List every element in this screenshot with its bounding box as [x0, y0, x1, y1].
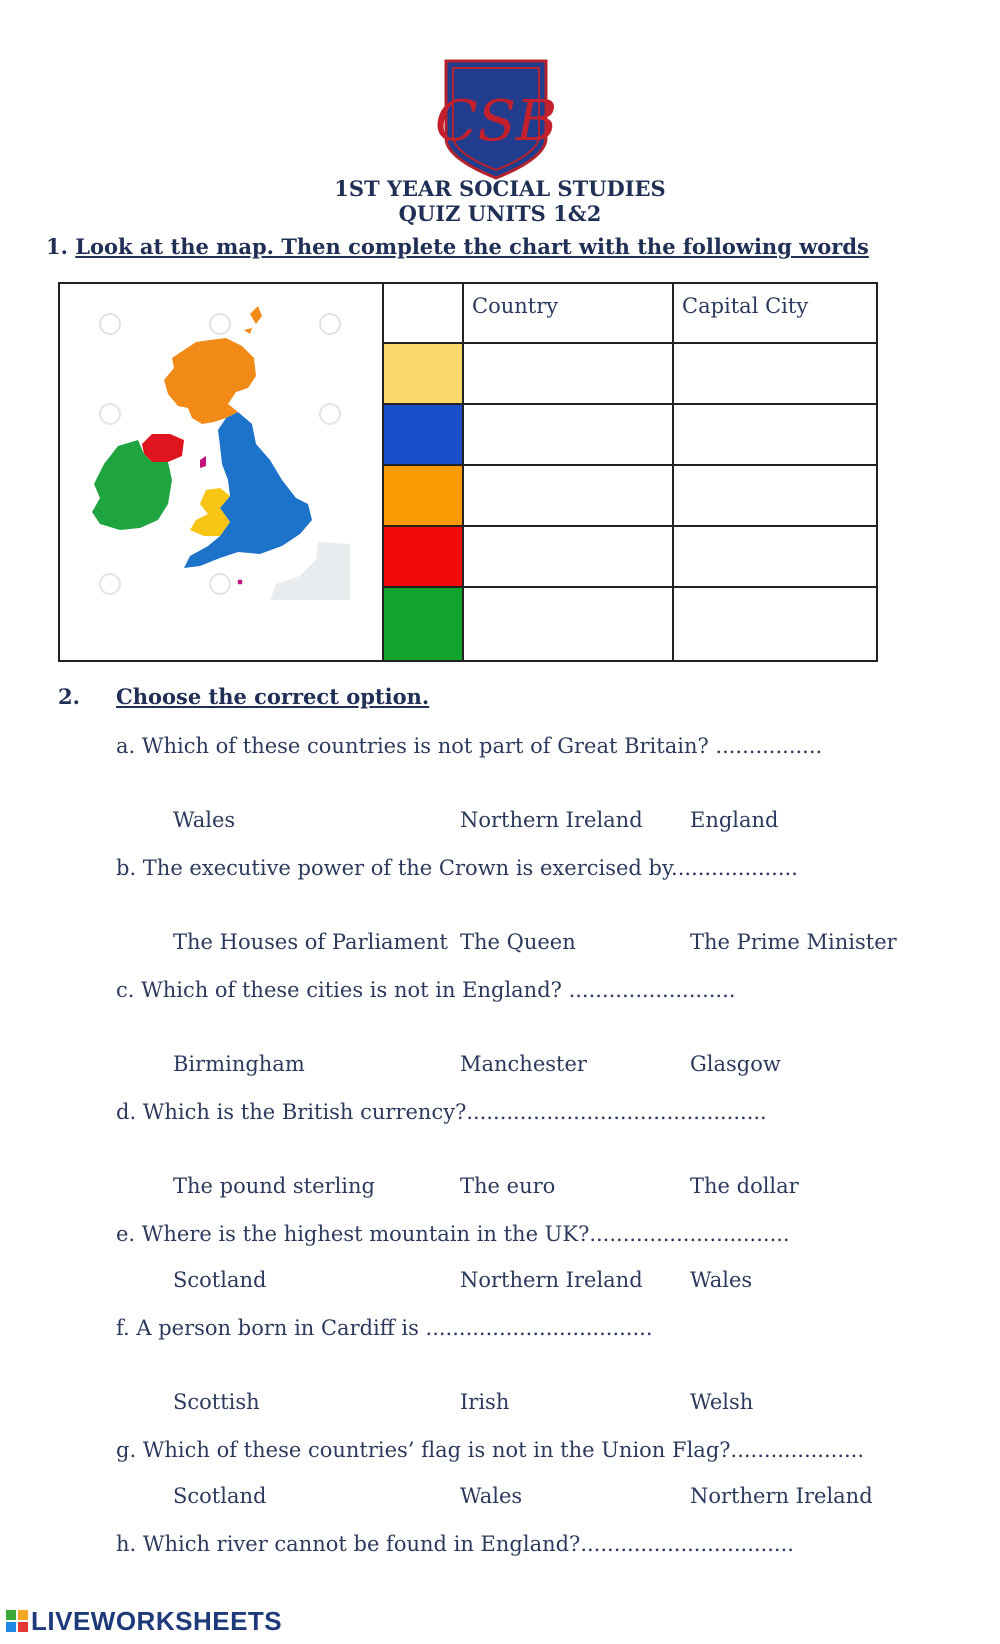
option-b1[interactable]: The Houses of Parliament — [173, 930, 448, 954]
option-g1[interactable]: Scotland — [173, 1484, 267, 1508]
scotland-region — [164, 338, 256, 424]
section1-instruction — [46, 234, 869, 259]
option-e3[interactable]: Wales — [690, 1268, 753, 1292]
option-c1[interactable]: Birmingham — [173, 1052, 305, 1076]
uk-ireland-map — [60, 284, 384, 660]
option-d3[interactable]: The dollar — [690, 1174, 799, 1198]
section2-title: Choose the correct option. — [116, 684, 430, 709]
france-coast-shape — [270, 542, 350, 600]
northern-ireland-region — [142, 434, 184, 462]
swatch-blue — [384, 405, 462, 464]
question-f: f. A person born in Cardiff is .................................. — [116, 1316, 653, 1340]
option-b3[interactable]: The Prime Minister — [690, 930, 897, 954]
option-d1[interactable]: The pound sterling — [173, 1174, 375, 1198]
page-title-line1: 1ST YEAR SOCIAL STUDIES — [334, 176, 666, 201]
question-h: h. Which river cannot be found in England?................................ — [116, 1532, 794, 1556]
section1-instruction-text: Look at the map. Then complete the chart with the following words — [75, 234, 869, 259]
logo-square-4 — [18, 1622, 28, 1632]
option-b2[interactable]: The Queen — [460, 930, 576, 954]
option-g3[interactable]: Northern Ireland — [690, 1484, 873, 1508]
option-a3[interactable]: England — [690, 808, 779, 832]
question-b: b. The executive power of the Crown is exercised by................... — [116, 856, 798, 880]
swatch-green — [384, 588, 462, 660]
swatch-red — [384, 527, 462, 586]
option-a2[interactable]: Northern Ireland — [460, 808, 643, 832]
liveworksheets-footer[interactable] — [6, 1604, 282, 1638]
option-f3[interactable]: Welsh — [690, 1390, 754, 1414]
logo-square-1 — [6, 1610, 16, 1620]
question-a: a. Which of these countries is not part of Great Britain? ................ — [116, 734, 823, 758]
option-c3[interactable]: Glasgow — [690, 1052, 781, 1076]
option-d2[interactable]: The euro — [460, 1174, 556, 1198]
isle-of-man-shape — [200, 456, 206, 468]
column-header-country: Country — [472, 294, 559, 318]
option-e2[interactable]: Northern Ireland — [460, 1268, 643, 1292]
liveworksheets-brand: LIVEWORKSHEETS — [31, 1605, 283, 1636]
section2-number: 2. — [58, 684, 80, 709]
liveworksheets-logo-icon — [6, 1610, 28, 1632]
logo-square-3 — [6, 1622, 16, 1632]
northern-isles-shape — [244, 306, 262, 334]
question-c: c. Which of these cities is not in England? ......................... — [116, 978, 736, 1002]
map-chart-table — [58, 282, 878, 662]
swatch-yellow — [384, 344, 462, 403]
school-crest — [434, 58, 558, 182]
logo-square-2 — [18, 1610, 28, 1620]
option-f2[interactable]: Irish — [460, 1390, 510, 1414]
channel-islands-shape — [238, 580, 243, 585]
question-e: e. Where is the highest mountain in the UK?.............................. — [116, 1222, 790, 1246]
crest-monogram: CSB — [434, 89, 558, 154]
swatch-orange — [384, 466, 462, 525]
option-c2[interactable]: Manchester — [460, 1052, 587, 1076]
question-d: d. Which is the British currency?............................................. — [116, 1100, 767, 1124]
question-g: g. Which of these countries’ flag is not in the Union Flag?.................... — [116, 1438, 865, 1462]
column-header-capital: Capital City — [682, 294, 809, 318]
section1-number: 1. — [46, 234, 68, 259]
option-g2[interactable]: Wales — [460, 1484, 523, 1508]
page-title-line2: QUIZ UNITS 1&2 — [398, 201, 602, 226]
england-region — [184, 412, 312, 568]
option-f1[interactable]: Scottish — [173, 1390, 260, 1414]
option-a1[interactable]: Wales — [173, 808, 236, 832]
option-e1[interactable]: Scotland — [173, 1268, 267, 1292]
